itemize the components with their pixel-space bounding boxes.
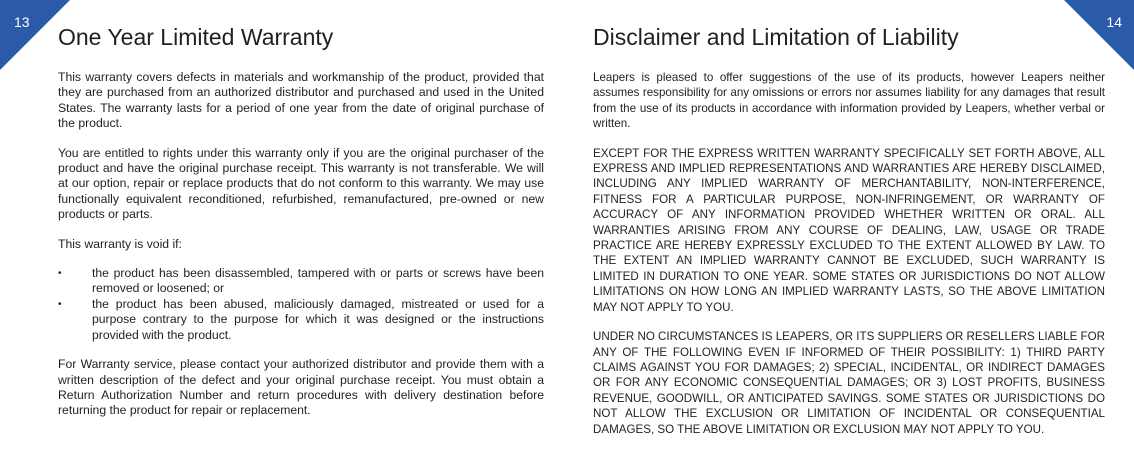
warranty-void-intro: This warranty is void if:	[58, 236, 182, 251]
warranty-void-list	[58, 266, 544, 343]
bullet-icon: •	[58, 298, 62, 310]
list-item-text: the product has been abused, maliciously damaged, mistreated or used for a purpose contrary to the purpose for which it was designed or the instructions provided with the product.	[92, 296, 544, 342]
list-item	[58, 266, 544, 297]
warranty-title: One Year Limited Warranty	[58, 24, 334, 50]
left-page	[58, 22, 544, 433]
bullet-icon: •	[58, 268, 62, 280]
warranty-coverage-paragraph: This warranty covers defects in materials and workmanship of the product, provided that they are purchased from an authorized distributor and purchased and used in the United States. The warranty lasts for a period of one year from the date of original purchase of the product.	[58, 70, 544, 131]
right-page	[593, 22, 1105, 451]
disclaimer-intro-paragraph: Leapers is pleased to offer suggestions of the use of its products, however Leapers neither assumes responsibility for any omissions or errors nor assumes liability for any damages that result from the use of its products in accordance with information provided by Leapers, whether verbal or written.	[593, 71, 1105, 131]
page-number-right: 14	[1106, 14, 1122, 30]
disclaimer-liability-paragraph: UNDER NO CIRCUMSTANCES IS LEAPERS, OR ITS SUPPLIERS OR RESELLERS LIABLE FOR ANY OF THE FOLLOWING EVEN IF INFORMED OF THEIR POSSIBILITY: 1) THIRD PARTY CLAIMS AGAINST YOU FOR DAMAGES; 2) SPECIAL, INCIDENTAL, OR INDIRECT DAMAGES OR FOR ANY ECONOMIC CONSEQUENTIAL DAMAGES; OR 3) LOST PROFITS, BUSINESS REVENUE, GOODWILL, OR ANTICIPATED SAVINGS. SOME STATES OR JURISDICTIONS DO NOT ALLOW THE EXCLUSION OR LIMITATION OF INCIDENTAL OR CONSEQUENTIAL DAMAGES, SO THE ABOVE LIMITATION OR EXCLUSION MAY NOT APPLY TO YOU.	[593, 330, 1105, 436]
warranty-rights-paragraph: You are entitled to rights under this warranty only if you are the original purchaser of the product and have the original purchase receipt. This warranty is not transferable. We will at our option, repair or replace products that do not conform to this warranty. We may use functionally equivalent reconditioned, refurbished, remanufactured, pre-owned or new products or parts.	[58, 145, 544, 222]
warranty-service-paragraph: For Warranty service, please contact your authorized distributor and provide them with a written description of the defect and your original purchase receipt. You must obtain a Return Authorization Number and return procedures with delivery destination before returning the product for repair or replacement.	[58, 357, 544, 418]
list-item-text: the product has been disassembled, tampered with or parts or screws have been removed or loosened; or	[92, 266, 544, 296]
page-number-left: 13	[14, 14, 30, 30]
list-item	[58, 297, 544, 343]
disclaimer-title: Disclaimer and Limitation of Liability	[593, 24, 959, 50]
disclaimer-warranty-paragraph: EXCEPT FOR THE EXPRESS WRITTEN WARRANTY SPECIFICALLY SET FORTH ABOVE, ALL EXPRESS AND IMPLIED REPRESENTATIONS AND WARRANTIES ARE HEREBY DISCLAIMED, INCLUDING ANY IMPLIED WARRANTY OF MERCHANTABILITY, NON-INTERFERENCE, FITNESS FOR A PARTICULAR PURPOSE, NON-INFRINGEMENT, OR WARRANTY OF ACCURACY OF ANY INFORMATION PROVIDED WHETHER WRITTEN OR ORAL. ALL WARRANTIES ARISING FROM ANY COURSE OF DEALING, LAW, USAGE OR TRADE PRACTICE ARE HEREBY EXPRESSLY EXCLUDED TO THE EXTENT ALLOWED BY LAW. TO THE EXTENT AN IMPLIED WARRANTY CANNOT BE EXCLUDED, SUCH WARRANTY IS LIMITED IN DURATION TO ONE YEAR. SOME STATES OR JURISDICTIONS DO NOT ALLOW LIMITATIONS ON HOW LONG AN IMPLIED WARRANTY LASTS, SO THE ABOVE LIMITATION MAY NOT APPLY TO YOU.	[593, 146, 1105, 314]
